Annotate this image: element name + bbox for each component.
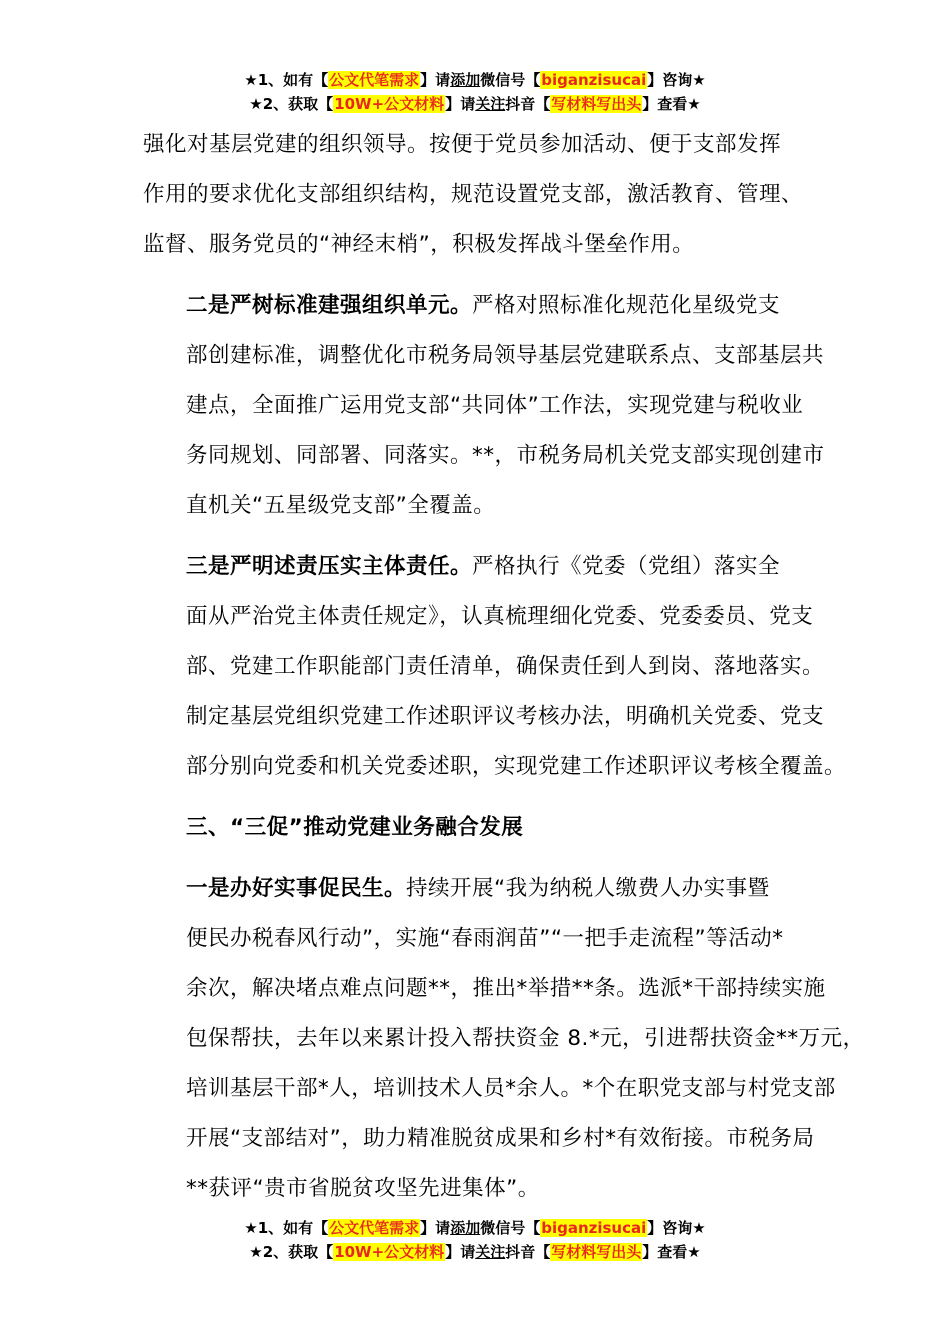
banner-text: 】请 bbox=[445, 95, 476, 113]
text-line: 开展“支部结对”，助力精准脱贫成果和乡村*有效衔接。市税务局 bbox=[186, 1126, 815, 1151]
paragraph-continuation bbox=[143, 120, 833, 270]
banner-text: 抖音【 bbox=[505, 1243, 551, 1261]
banner-text: 】查看★ bbox=[642, 1243, 701, 1261]
paragraph-lead: 二是严树标准建强组织单元。 bbox=[186, 293, 473, 318]
banner-text: ★1、如有【 bbox=[244, 1219, 329, 1237]
banner-text: 微信号【 bbox=[480, 1219, 541, 1237]
text-line: 培训基层干部*人，培训技术人员*余人。*个在职党支部与村党支部 bbox=[186, 1076, 836, 1101]
text-line: 严格对照标准化规范化星级党支 bbox=[472, 293, 781, 318]
banner-text: 】咨询★ bbox=[647, 1219, 706, 1237]
document-body bbox=[143, 120, 865, 1214]
banner-text: 】咨询★ bbox=[647, 71, 706, 89]
highlight-wechat-id: biganzisucai bbox=[541, 71, 647, 89]
text-line: 作用的要求优化支部组织结构，规范设置党支部，激活教育、管理、 bbox=[143, 182, 804, 207]
text-line: 面从严治党主体责任规定》，认真梳理细化党委、党委委员、党支 bbox=[186, 604, 814, 629]
text-line: 包保帮扶，去年以来累计投入帮扶资金 8.*元，引进帮扶资金**万元， bbox=[186, 1026, 865, 1051]
text-line: 余次，解决堵点难点问题**，推出*举措**条。选派*干部持续实施 bbox=[186, 976, 826, 1001]
banner-line-2 bbox=[0, 92, 950, 116]
banner-line-2 bbox=[0, 1240, 950, 1264]
text-line: 持续开展“我为纳税人缴费人办实事暨 bbox=[406, 876, 770, 901]
banner-text: ★1、如有【 bbox=[244, 71, 329, 89]
banner-text: 】请 bbox=[420, 1219, 451, 1237]
paragraph-responsibility bbox=[143, 542, 847, 792]
text-line: 直机关“五星级党支部”全覆盖。 bbox=[186, 493, 496, 518]
text-line: 严格执行《党委（党组）落实全 bbox=[472, 554, 781, 579]
paragraph-lead: 三是严明述责压实主体责任。 bbox=[186, 554, 473, 579]
banner-underlined-text: 关注 bbox=[475, 95, 506, 113]
highlight-wechat-id: biganzisucai bbox=[541, 1219, 647, 1237]
banner-text: 】请 bbox=[420, 71, 451, 89]
banner-text: 】查看★ bbox=[642, 95, 701, 113]
highlight-service: 公文代笔需求 bbox=[329, 1219, 420, 1237]
text-line: 部创建标准，调整优化市税务局领导基层党建联系点、支部基层共 bbox=[186, 343, 825, 368]
highlight-douyin-account: 写材料写出头 bbox=[551, 1243, 642, 1261]
text-line: 务同规划、同部署、同落实。**，市税务局机关党支部实现创建市 bbox=[186, 443, 825, 468]
banner-underlined-text: 关注 bbox=[475, 1243, 506, 1261]
banner-text: ★2、获取【 bbox=[249, 1243, 334, 1261]
paragraph-lead: 一是办好实事促民生。 bbox=[186, 876, 407, 901]
text-line: 便民办税春风行动”，实施“春雨润苗”“一把手走流程”等活动* bbox=[186, 926, 784, 951]
text-line: **获评“贵市省脱贫攻坚先进集体”。 bbox=[186, 1176, 540, 1201]
highlight-douyin-account: 写材料写出头 bbox=[551, 95, 642, 113]
text-line: 制定基层党组织党建工作述职评议考核办法，明确机关党委、党支 bbox=[186, 704, 825, 729]
section-heading: 三、“三促”推动党建业务融合发展 bbox=[186, 815, 524, 840]
banner-line-1 bbox=[0, 68, 950, 92]
banner-line-1 bbox=[0, 1216, 950, 1240]
banner-underlined-text: 添加 bbox=[450, 71, 481, 89]
highlight-materials: 10W+公文材料 bbox=[334, 95, 445, 113]
highlight-materials: 10W+公文材料 bbox=[334, 1243, 445, 1261]
text-line: 部分别向党委和机关党委述职，实现党建工作述职评议考核全覆盖。 bbox=[186, 754, 847, 779]
text-line: 部、党建工作职能部门责任清单，确保责任到人到岗、落地落实。 bbox=[186, 654, 825, 679]
banner-text: 抖音【 bbox=[505, 95, 551, 113]
banner-text: 】请 bbox=[445, 1243, 476, 1261]
footer-banner bbox=[0, 1216, 950, 1264]
header-banner bbox=[0, 68, 950, 116]
text-line: 强化对基层党建的组织领导。按便于党员参加活动、便于支部发挥 bbox=[143, 132, 782, 157]
banner-underlined-text: 添加 bbox=[450, 1219, 481, 1237]
banner-text: ★2、获取【 bbox=[249, 95, 334, 113]
text-line: 建点，全面推广运用党支部“共同体”工作法，实现党建与税收业 bbox=[186, 393, 804, 418]
text-line: 监督、服务党员的“神经末梢”，积极发挥战斗堡垒作用。 bbox=[143, 232, 695, 257]
paragraph-standards bbox=[143, 281, 833, 531]
highlight-service: 公文代笔需求 bbox=[329, 71, 420, 89]
banner-text: 微信号【 bbox=[480, 71, 541, 89]
paragraph-livelihood bbox=[143, 864, 865, 1214]
